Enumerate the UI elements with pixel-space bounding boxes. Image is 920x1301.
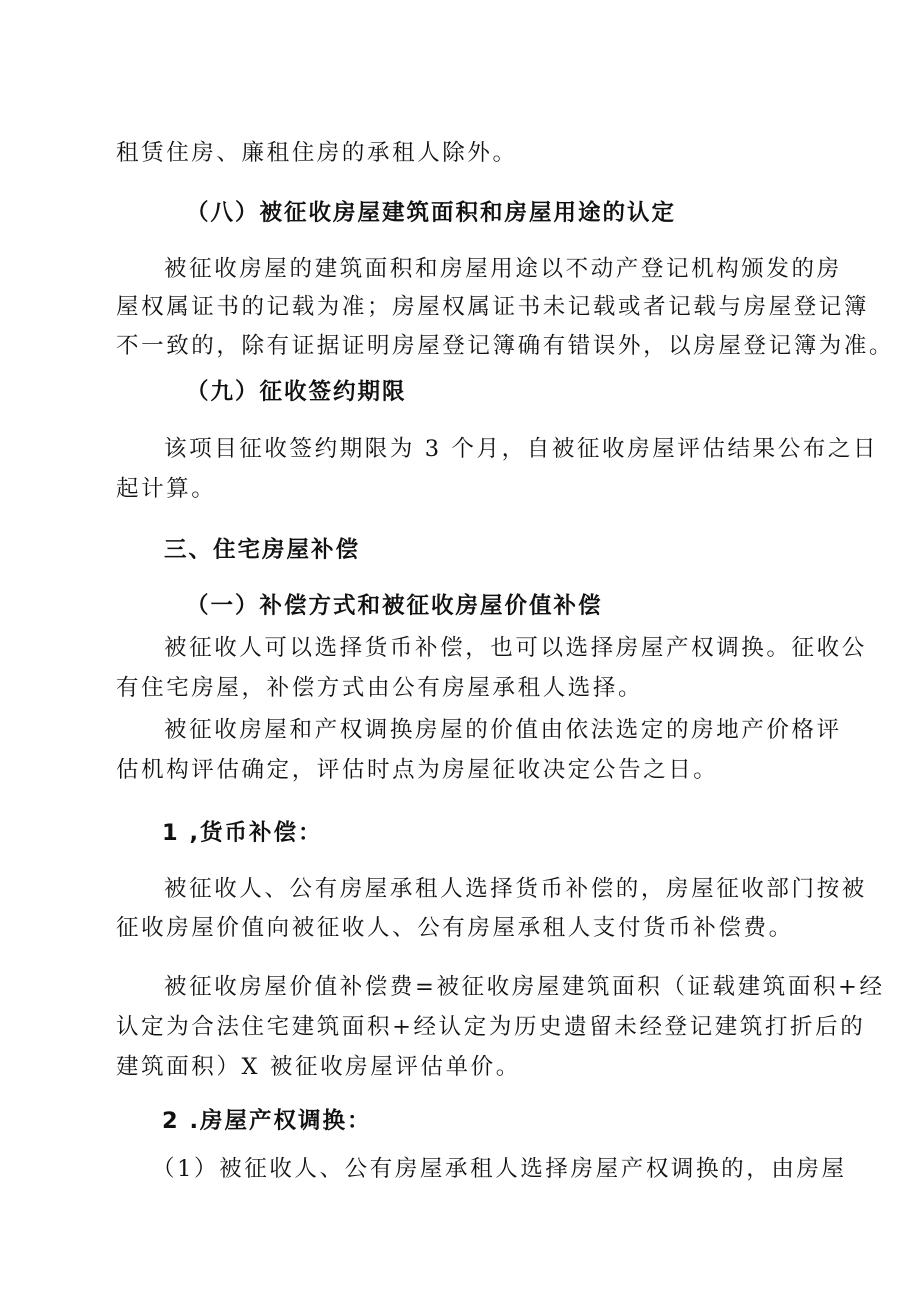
section-heading: （九）征收签约期限 (186, 379, 407, 405)
section-heading: （一）补偿方式和被征收房屋价值补偿 (186, 593, 603, 619)
paragraph-line: 被征收房屋和产权调换房屋的价值由依法选定的房地产价格评 (164, 717, 842, 743)
paragraph-line: 征收房屋价值向被征收人、公有房屋承租人支付货币补偿费。 (116, 915, 794, 941)
paragraph-line: 被征收房屋价值补偿费=被征收房屋建筑面积（证载建筑面积+经 (164, 974, 885, 1000)
paragraph-line: 被征收人、公有房屋承租人选择货币补偿的，房屋征收部门按被 (164, 876, 867, 902)
paragraph-line: 不一致的，除有证据证明房屋登记簿确有错误外，以房屋登记簿为准。 (116, 333, 895, 359)
paragraph-line: 认定为合法住宅建筑面积+经认定为历史遗留未经登记建筑打折后的 (116, 1014, 866, 1040)
paragraph-line: 被征收人可以选择货币补偿，也可以选择房屋产权调换。征收公 (164, 635, 867, 661)
paragraph-line: 估机构评估确定，评估时点为房屋征收决定公告之日。 (116, 757, 719, 783)
subsection-heading: 1 ,货币补偿： (162, 820, 323, 846)
paragraph-line: 被征收房屋的建筑面积和房屋用途以不动产登记机构颁发的房 (164, 256, 842, 282)
chapter-heading: 三、住宅房屋补偿 (164, 537, 361, 563)
paragraph-line: 有住宅房屋，补偿方式由公有房屋承租人选择。 (116, 675, 644, 701)
section-heading: （八）被征收房屋建筑面积和房屋用途的认定 (186, 200, 677, 226)
paragraph-line: （1）被征收人、公有房屋承租人选择房屋产权调换的，由房屋 (152, 1156, 847, 1182)
subsection-heading: 2 .房屋产权调换： (162, 1108, 372, 1134)
paragraph-line: 建筑面积）X 被征收房屋评估单价。 (116, 1054, 521, 1080)
paragraph-line: 该项目征收签约期限为 3 个月，自被征收房屋评估结果公布之日 (164, 436, 879, 462)
paragraph-line: 屋权属证书的记载为准；房屋权属证书未记载或者记载与房屋登记簿 (116, 294, 870, 320)
paragraph-line: 租赁住房、廉租住房的承租人除外。 (116, 140, 518, 166)
paragraph-line: 起计算。 (116, 476, 217, 502)
